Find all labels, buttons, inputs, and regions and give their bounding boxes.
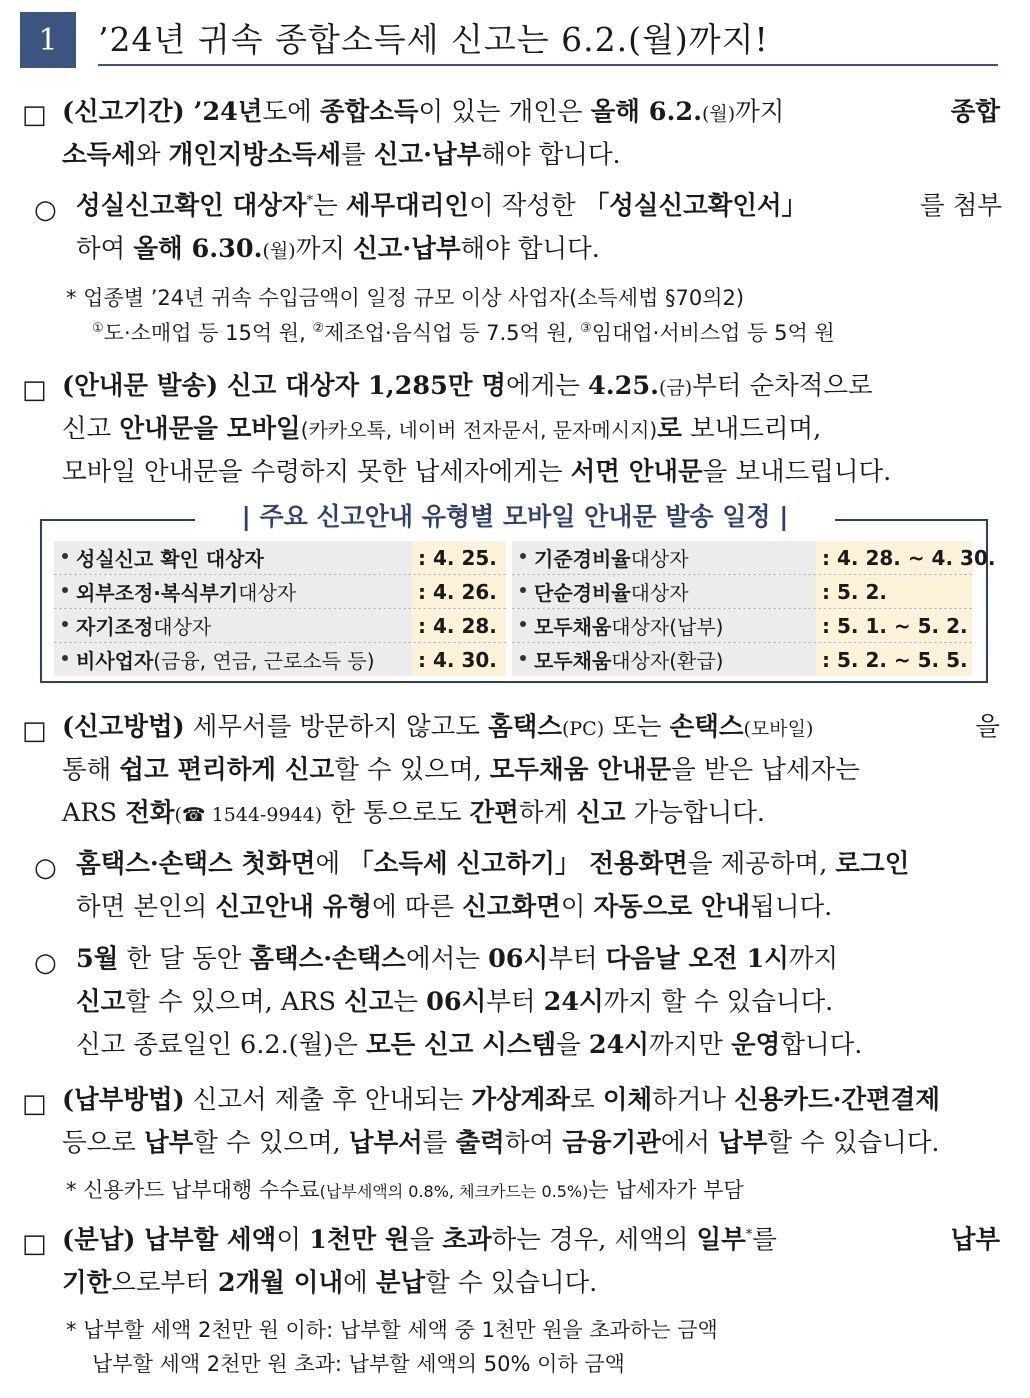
text: (월) bbox=[262, 240, 296, 262]
s3-b-line3 bbox=[76, 1030, 863, 1060]
schedule-label bbox=[512, 609, 816, 642]
text: 가능합니다. bbox=[625, 798, 765, 828]
text: 보내드리며, bbox=[681, 414, 822, 444]
text: 등으로 bbox=[62, 1128, 145, 1158]
page-title: ’24년 귀속 종합소득세 신고는 6.2.(월)까지! bbox=[98, 20, 769, 59]
square-bullet-icon: □ bbox=[22, 716, 47, 746]
text: 할 수 있으며, ARS bbox=[125, 987, 345, 1017]
schedule-left-column bbox=[54, 541, 506, 676]
schedule-row bbox=[512, 541, 996, 575]
text: (납부세액의 0.8%, 체크카드는 0.5%) bbox=[319, 1182, 589, 1201]
text-bold: 24시 bbox=[543, 987, 604, 1017]
text: 부터 bbox=[486, 987, 544, 1017]
text: 모바일 안내문을 수령하지 못한 납세자에게는 bbox=[62, 457, 571, 487]
schedule-date: : 5. 1. ~ 5. 2. bbox=[816, 609, 972, 642]
text-bold: 신고·납부 bbox=[373, 140, 482, 170]
text-bold: 성실신고 확인 대상자 bbox=[76, 547, 264, 571]
text-bold: 금융기관 bbox=[562, 1128, 661, 1158]
text-bold: 납부 bbox=[144, 1128, 194, 1158]
s3-line1 bbox=[62, 712, 1000, 742]
text-bold: 납부서 bbox=[348, 1128, 423, 1158]
s1-footnote1: * 업종별 ’24년 귀속 수입금액이 일정 규모 이상 사업자(소득세법 §70의2) bbox=[66, 286, 745, 310]
text: 을 bbox=[556, 1030, 589, 1060]
dot-icon bbox=[520, 587, 526, 593]
text-bold: 06시 bbox=[488, 944, 549, 974]
s4-line2 bbox=[62, 1128, 940, 1158]
text: ARS bbox=[62, 798, 126, 828]
text: 됩니다. bbox=[750, 892, 833, 922]
schedule-label bbox=[54, 541, 412, 574]
text-bold: 납부 bbox=[718, 1128, 768, 1158]
text-bold: 로그인 bbox=[835, 849, 910, 879]
schedule-row bbox=[512, 609, 972, 643]
dot-icon bbox=[520, 655, 526, 661]
schedule-date: : 4. 28. bbox=[412, 609, 506, 642]
text-bold: 신고 bbox=[576, 798, 626, 828]
section-number-badge bbox=[20, 12, 76, 68]
text: (모바일) bbox=[743, 718, 814, 740]
text: 대상자 bbox=[153, 615, 212, 639]
schedule-label bbox=[54, 575, 412, 608]
square-bullet-icon: □ bbox=[22, 1089, 47, 1119]
text: 으로부터 bbox=[111, 1268, 218, 1298]
square-bullet-icon: □ bbox=[22, 375, 47, 405]
text: (월) bbox=[701, 103, 736, 125]
text: 와 bbox=[135, 140, 169, 170]
schedule-date: : 4. 28. ~ 4. 30. bbox=[816, 541, 972, 574]
circle-bullet-icon: ○ bbox=[34, 948, 57, 978]
schedule-label bbox=[512, 575, 816, 608]
s1-line2 bbox=[62, 140, 621, 170]
s5-footnote2: 납부할 세액 2천만 원 초과: 납부할 세액의 50% 이하 금액 bbox=[92, 1352, 625, 1376]
text: 에게는 bbox=[505, 371, 588, 401]
s3-a-line1 bbox=[76, 849, 910, 879]
schedule-row bbox=[512, 575, 972, 609]
schedule-label bbox=[512, 643, 816, 676]
asterisk: * bbox=[745, 1227, 753, 1243]
text: 을 보내드립니다. bbox=[702, 457, 892, 487]
phone-number: (☎ 1544-9944) bbox=[174, 804, 323, 826]
text: (PC) bbox=[561, 718, 605, 740]
text: 에 bbox=[343, 1268, 376, 1298]
schedule-row bbox=[54, 609, 506, 643]
text: (금) bbox=[658, 377, 693, 399]
text-bold: 「소득세 신고하기」 전용화면 bbox=[348, 849, 688, 879]
text: 해야 합니다. bbox=[460, 234, 600, 264]
text: 제조업·음식업 등 7.5억 원, bbox=[324, 321, 581, 345]
square-bullet-icon: □ bbox=[22, 100, 47, 130]
s5-line1 bbox=[62, 1225, 1000, 1255]
text-bold: 「성실신고확인서」 bbox=[583, 191, 808, 221]
text-bold: 모두채움 bbox=[534, 649, 612, 673]
text-bold: 납부 bbox=[950, 1225, 1000, 1255]
text: 에서 bbox=[660, 1128, 719, 1158]
text-bold: 종합 bbox=[950, 97, 1000, 127]
text-bold: 4.25. bbox=[587, 371, 659, 401]
text: 도에 bbox=[262, 97, 320, 127]
text: 를 bbox=[752, 1225, 777, 1255]
dot-icon bbox=[520, 553, 526, 559]
text-bold: 모두채움 bbox=[534, 615, 612, 639]
text: 까지 bbox=[295, 234, 354, 264]
text-bold: 출력 bbox=[455, 1128, 505, 1158]
text-bold: 모두채움 안내문 bbox=[489, 755, 672, 785]
text: 도·소매업 등 15억 원, bbox=[103, 321, 313, 345]
text-bold: (납부방법) bbox=[62, 1085, 185, 1115]
asterisk: * bbox=[306, 193, 314, 209]
text: 하여 bbox=[504, 1128, 563, 1158]
s1-line1 bbox=[62, 97, 1000, 127]
text: 대상자(환급) bbox=[611, 649, 724, 673]
text-bold: 신고안내 유형 bbox=[215, 892, 373, 922]
schedule-date: : 4. 25. bbox=[412, 541, 506, 574]
text: 에 bbox=[315, 849, 349, 879]
schedule-row bbox=[54, 575, 506, 609]
text: 해야 합니다. bbox=[481, 140, 621, 170]
text-bold: (신고방법) bbox=[62, 712, 185, 742]
s4-footnote bbox=[66, 1180, 744, 1201]
text-bold: 이체 bbox=[602, 1085, 653, 1115]
text-bold: (분납) 납부할 세액 bbox=[62, 1225, 277, 1255]
text: 에서는 bbox=[406, 944, 489, 974]
text-bold: 자기조정 bbox=[76, 615, 154, 639]
text-bold: 홈택스 bbox=[488, 712, 562, 742]
dot-icon bbox=[62, 655, 68, 661]
text-bold: 올해 6.2. bbox=[590, 97, 702, 127]
text: 한 통으로도 bbox=[322, 798, 470, 828]
marker-3: ③ bbox=[580, 321, 592, 336]
text-bold: 비사업자 bbox=[76, 649, 154, 673]
schedule-right-column bbox=[512, 541, 996, 676]
text: 할 수 있습니다. bbox=[767, 1128, 940, 1158]
text-bold: 초과 bbox=[442, 1225, 492, 1255]
text: 하게 bbox=[518, 798, 577, 828]
dot-icon bbox=[62, 621, 68, 627]
text-bold: 신용카드·간편결제 bbox=[734, 1085, 941, 1115]
s3-a-line2 bbox=[76, 892, 833, 922]
text-bold: 24시 bbox=[588, 1030, 650, 1060]
schedule-date: : 5. 2. ~ 5. 5. bbox=[816, 643, 972, 676]
text: 로 bbox=[570, 1085, 603, 1115]
text: 부터 순차적으로 bbox=[692, 371, 873, 401]
text: 대상자 bbox=[630, 581, 689, 605]
text: 할 수 있으며, bbox=[193, 1128, 349, 1158]
schedule-date: : 4. 30. bbox=[412, 643, 506, 676]
text: 까지 할 수 있습니다. bbox=[603, 987, 834, 1017]
text: 신고서 제출 후 안내되는 bbox=[184, 1085, 472, 1115]
text: 이 작성한 bbox=[469, 191, 584, 221]
text-bold: 개인지방소득세 bbox=[168, 140, 342, 170]
s1-footnote2 bbox=[92, 322, 835, 344]
text: (금융, 연금, 근로소득 등) bbox=[153, 649, 375, 673]
text-bold: 홈택스·손택스 bbox=[249, 944, 407, 974]
text: 까지 bbox=[735, 97, 785, 127]
text: 하는 경우, 세액의 bbox=[491, 1225, 697, 1255]
text-bold: 신고 bbox=[344, 987, 394, 1017]
text-bold: (신고기간) ’24년 bbox=[62, 97, 263, 127]
text: 또는 bbox=[604, 712, 670, 742]
text-bold: 가상계좌 bbox=[471, 1085, 571, 1115]
schedule-row bbox=[54, 541, 506, 575]
text-bold: 분납 bbox=[375, 1268, 426, 1298]
text-bold: 로 bbox=[657, 414, 682, 444]
text: (카카오톡, 네이버 전자문서, 문자메시지) bbox=[300, 418, 658, 442]
schedule-row bbox=[54, 643, 506, 676]
text-bold: 06시 bbox=[426, 987, 487, 1017]
text: 는 납세자가 부담 bbox=[588, 1178, 744, 1202]
text: 대상자(납부) bbox=[611, 615, 724, 639]
text-bold: 기준경비율 bbox=[534, 547, 631, 571]
schedule-label bbox=[54, 609, 412, 642]
text-bold: 전화 bbox=[125, 798, 175, 828]
text-bold: 서면 안내문 bbox=[570, 457, 703, 487]
text: 하여 bbox=[76, 234, 134, 264]
schedule-title: | 주요 신고안내 유형별 모바일 안내문 발송 일정 | bbox=[195, 500, 835, 534]
text: 을 제공하며, bbox=[687, 849, 836, 879]
text-bold: 신고화면 bbox=[462, 892, 561, 922]
text-bold: (안내문 발송) 신고 대상자 1,285만 명 bbox=[62, 371, 506, 401]
text: 를 bbox=[422, 1128, 456, 1158]
text-bold: 5월 bbox=[76, 944, 119, 974]
text-bold: 쉽고 편리하게 신고 bbox=[119, 755, 335, 785]
s1-sub-line1 bbox=[76, 191, 1002, 221]
text-bold: 1천만 원 bbox=[309, 1225, 410, 1255]
text: 하면 본인의 bbox=[76, 892, 216, 922]
text: 이 bbox=[276, 1225, 310, 1255]
s4-line1 bbox=[62, 1085, 941, 1115]
s2-line2 bbox=[62, 414, 822, 444]
text: 통해 bbox=[62, 755, 120, 785]
text-bold: 종합소득 bbox=[319, 97, 419, 127]
title-underline bbox=[98, 64, 998, 66]
text: 세무서를 방문하지 않고도 bbox=[184, 712, 489, 742]
text: 을 받은 납세자는 bbox=[671, 755, 860, 785]
text: 는 bbox=[393, 987, 427, 1017]
s1-sub-line2 bbox=[76, 234, 600, 264]
text: * 신용카드 납부대행 수수료 bbox=[66, 1178, 320, 1202]
text-bold: 간편 bbox=[469, 798, 519, 828]
text: 까지만 bbox=[649, 1030, 732, 1060]
text-bold: 일부 bbox=[696, 1225, 746, 1255]
dot-icon bbox=[62, 553, 68, 559]
text-bold: 2개월 이내 bbox=[217, 1268, 344, 1298]
text: 임대업·서비스업 등 5억 원 bbox=[591, 321, 835, 345]
text-bold: 홈택스·손택스 첫화면 bbox=[76, 849, 316, 879]
text-bold: 신고·납부 bbox=[353, 234, 461, 264]
text: 대상자 bbox=[238, 581, 297, 605]
text-bold: 운영 bbox=[731, 1030, 781, 1060]
text-bold: 올해 6.30. bbox=[133, 234, 263, 264]
text: 한 달 동안 bbox=[118, 944, 250, 974]
text: 신고 종료일인 6.2.(월)은 bbox=[76, 1030, 366, 1060]
text-bold: 성실신고확인 대상자 bbox=[76, 191, 307, 221]
text-bold: 자동으로 안내 bbox=[593, 892, 751, 922]
text-bold: 신고 bbox=[76, 987, 126, 1017]
schedule-date: : 5. 2. bbox=[816, 575, 972, 608]
s3-b-line2 bbox=[76, 987, 834, 1017]
s3-line3 bbox=[62, 798, 765, 828]
text: 대상자 bbox=[630, 547, 689, 571]
s2-line3 bbox=[62, 457, 892, 487]
text-bold: 손택스 bbox=[669, 712, 744, 742]
schedule-date: : 4. 26. bbox=[412, 575, 506, 608]
text: 까지 bbox=[788, 944, 839, 974]
text-bold: 안내문을 모바일 bbox=[119, 414, 301, 444]
text: 을 bbox=[975, 712, 1000, 742]
section-number: 1 bbox=[38, 22, 58, 58]
text-bold: 세무대리인 bbox=[345, 191, 469, 221]
circle-bullet-icon: ○ bbox=[34, 853, 57, 883]
s3-line2 bbox=[62, 755, 860, 785]
circle-bullet-icon: ○ bbox=[34, 195, 57, 225]
s5-footnote1: * 납부할 세액 2천만 원 이하: 납부할 세액 중 1천만 원을 초과하는 금액 bbox=[66, 1318, 718, 1342]
marker-1: ① bbox=[92, 321, 104, 336]
text-bold: 단순경비율 bbox=[534, 581, 631, 605]
text: 부터 bbox=[548, 944, 606, 974]
text-bold: 모든 신고 시스템 bbox=[365, 1030, 557, 1060]
s3-b-line1 bbox=[76, 944, 839, 974]
s5-line2 bbox=[62, 1268, 598, 1298]
schedule-row bbox=[512, 643, 972, 676]
text: 할 수 있으며, bbox=[334, 755, 490, 785]
text: 는 bbox=[313, 191, 346, 221]
text: 하거나 bbox=[652, 1085, 735, 1115]
text-bold: 다음날 오전 1시 bbox=[605, 944, 789, 974]
text-bold: 기한 bbox=[62, 1268, 112, 1298]
text: 신고 bbox=[62, 414, 120, 444]
dot-icon bbox=[520, 621, 526, 627]
text: 이 있는 개인은 bbox=[418, 97, 591, 127]
text-bold: 소득세 bbox=[62, 140, 136, 170]
marker-2: ② bbox=[312, 321, 325, 336]
schedule-label bbox=[512, 541, 816, 574]
text: 을 bbox=[409, 1225, 443, 1255]
text: 를 bbox=[341, 140, 374, 170]
text: 에 따른 bbox=[372, 892, 463, 922]
dot-icon bbox=[62, 587, 68, 593]
text: 합니다. bbox=[780, 1030, 863, 1060]
square-bullet-icon: □ bbox=[22, 1229, 47, 1259]
s2-line1 bbox=[62, 371, 1000, 401]
text-bold: 외부조정·복식부기 bbox=[76, 581, 239, 605]
text: 이 bbox=[560, 892, 594, 922]
text: 할 수 있습니다. bbox=[425, 1268, 598, 1298]
text: 를 첨부 bbox=[919, 191, 1002, 221]
schedule-label bbox=[54, 643, 412, 676]
